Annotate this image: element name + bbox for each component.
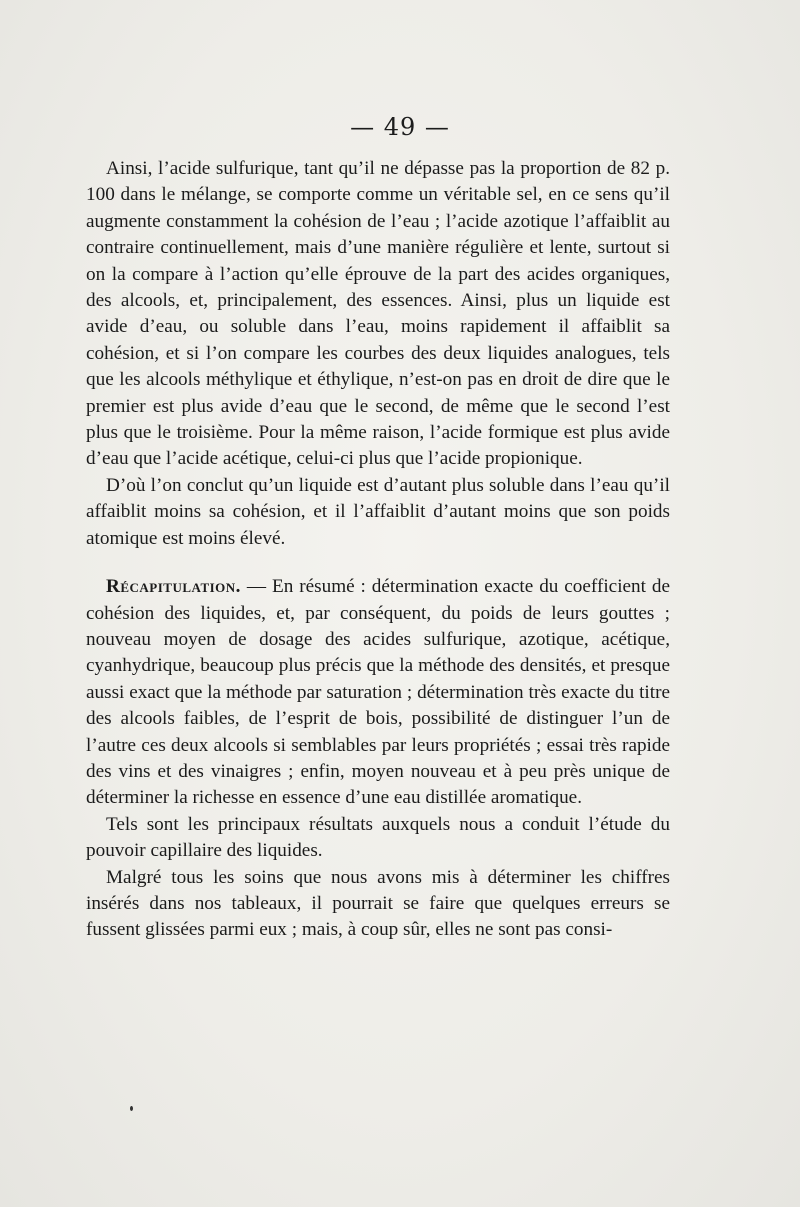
paragraph-results-summary: Tels sont les principaux résultats auxquels nous a conduit l’étude du pouvoir capillaire des liquides. xyxy=(86,813,670,862)
recap-heading: Récapitulation. xyxy=(106,576,241,598)
ink-speck xyxy=(130,1106,133,1111)
recap-text: — En résumé : détermination exacte du coefficient de cohésion des liquides, et, par conséquent, du poids de leurs gouttes ; nouveau moyen de dosage des acides sulfurique, azotique, acétique, cyanhydrique, beaucoup plus précis que la méthode des densités, et presque aussi exact que la méthode par saturation ; détermination très exacte du titre des alcools faibles, de l’esprit de bois, possibilité de distinguer l’un de l’autre ces deux alcools si semblables par leurs propriétés ; essai très rapide des vins et des vinaigres ; enfin, moyen nouveau et à peu près unique de déterminer la richesse en essence d’une eau distillée aromatique. xyxy=(86,576,670,809)
paragraph-acid-cohesion: Ainsi, l’acide sulfurique, tant qu’il ne dépasse pas la proportion de 82 p. 100 dans le mélange, se comporte comme un véritable sel, en ce sens qu’il augmente constamment la cohésion de l’eau ; l’acide azotique l’affaiblit au contraire continuellement, mais d’une manière régulière et lente, surtout si on la compare à l’action qu’elle éprouve de la part des acides organiques, des alcools, et, principalement, des essences. Ainsi, plus un liquide est avide d’eau, ou soluble dans l’eau, moins rapidement il affaiblit sa cohésion, et si l’on compare les courbes des deux liquides analogues, tels que les alcools méthylique et éthylique, n’est-on pas en droit de dire que le premier est plus avide d’eau que le second, de même que le second l’est plus que le troisième. Pour la même raison, l’acide formique est plus avide d’eau que l’acide acétique, celui-ci plus que l’acide propionique. xyxy=(86,158,670,470)
page-number: — 49 — xyxy=(350,113,450,141)
recap-paragraph xyxy=(86,574,670,812)
paragraph-errors-caveat: Malgré tous les soins que nous avons mis à déterminer les chiffres insérés dans nos tableaux, il pourrait se faire que quelques erreurs se fussent glissées parmi eux ; mais, à coup sûr, elles ne sont pas consi- xyxy=(86,866,670,941)
paragraph-solubility-conclusion: D’où l’on conclut qu’un liquide est d’autant plus soluble dans l’eau qu’il affaiblit moins sa cohésion, et il l’affaiblit d’autant moins que son poids atomique est moins élevé. xyxy=(86,474,670,549)
page-body xyxy=(86,156,670,944)
